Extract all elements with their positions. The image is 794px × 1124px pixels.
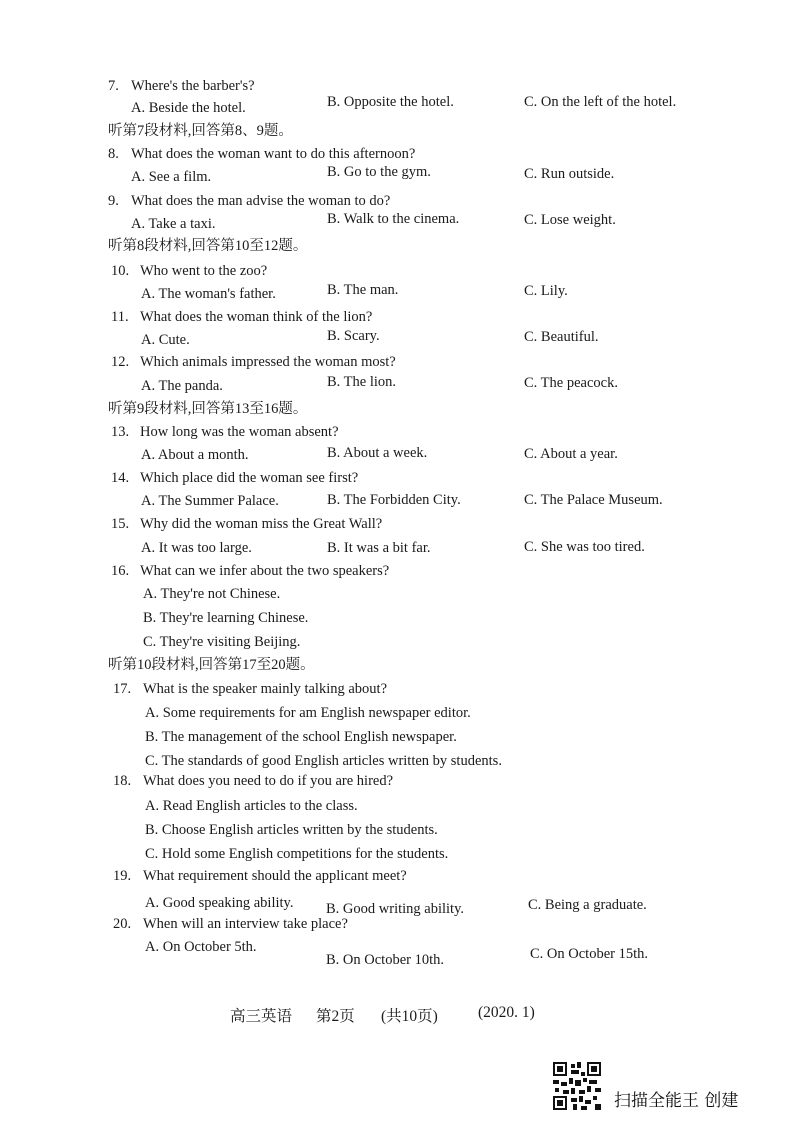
option-c: C. Lose weight.	[524, 212, 616, 228]
option-b: B. Walk to the cinema.	[327, 211, 460, 227]
section-heading-9: 听第9段材料,回答第13至16题。	[108, 401, 308, 417]
section-heading-7: 听第7段材料,回答第8、9题。	[108, 123, 293, 139]
option-c: C. About a year.	[524, 446, 618, 462]
option-c: C. On October 15th.	[530, 946, 648, 962]
footer-total: (共10页)	[381, 1008, 438, 1025]
option-a: A. See a film.	[131, 169, 212, 185]
option-a: A. Read English articles to the class.	[145, 798, 358, 814]
exam-page: 7. Where's the barber's? A. Beside the hotel. B. Opposite the hotel. C. On the left of the hotel. 听第7段材料,回答第8、9题。 8. What does the woman want to do this afternoon? A. See a film. B. Go to the gym. C. Run outside. 9. What does the man advise the woman to do? A. Take a taxi. B. Walk to the cinema. C. Lose weight. 听第8段材料,回答第10至12题。 10. Who went to the zoo? A. The woman's father. B. The man. C. Lily. 11. What does the woman think of the lion? A. Cute. B. Scary. C. Beautiful. 12. Which animals impressed the woman most? A. The panda. B. The lion. C. The peacock. 听第9段材料,回答第13至16题。 13. How long was the woman absent? A. About a month. B. About a week. C. About a year. 14. Which place did the woman see first? A. The Summer Palace. B. The Forbidden City. C. The Palace Museum. 15. Why did the woman miss the Great Wall? A. It was too large. B. It was a bit far. C. She was too tired. 16. What can we infer about the two speakers? A. They're not Chinese. B. They're learning Chinese. C. They're visiting Beijing. 听第10段材料,回答第17至20题。 17. What is the speaker mainly talking about? A. Some requirements for am English newspaper editor. B. The management of the school English newspaper. C. The standards of good English articles written by students. 18. What does you need to do if you are hired? A. Read English articles to the class. B. Choose English articles written by the students. C. Hold some English competitions for the students. 19. What requirement should the applicant meet? A. Good speaking ability. B. Good writing ability. C. Being a graduate. 20. When will an interview take place? A. On October 5th. B. On October 10th. C. On October 15th. 高三英语 第2页 (共10页) (2020. 1) 扫描全能王 创建	[108, 78, 739, 1111]
option-b: B. On October 10th.	[326, 952, 444, 968]
option-a: A. The panda.	[141, 378, 223, 394]
option-b: B. Scary.	[327, 328, 380, 344]
option-b: B. Good writing ability.	[326, 901, 465, 917]
option-c: C. Lily.	[524, 283, 568, 299]
option-c: C. Beautiful.	[524, 329, 599, 345]
option-c: C. Run outside.	[524, 166, 615, 182]
option-c: C. The Palace Museum.	[524, 492, 663, 508]
option-b: B. Choose English articles written by the students.	[145, 822, 438, 838]
option-b: B. The man.	[327, 282, 399, 298]
option-a: A. Cute.	[141, 332, 190, 348]
option-a: A. About a month.	[141, 447, 249, 463]
scanner-watermark: 扫描全能王 创建	[614, 1091, 739, 1111]
option-a: A. Beside the hotel.	[131, 100, 246, 116]
option-a: A. The woman's father.	[141, 286, 276, 302]
option-c: C. She was too tired.	[524, 539, 645, 555]
option-c: C. Being a graduate.	[528, 897, 647, 913]
option-c: C. The peacock.	[524, 375, 618, 391]
option-a: A. They're not Chinese.	[143, 586, 281, 602]
option-a: A. On October 5th.	[145, 939, 257, 955]
option-b: B. They're learning Chinese.	[143, 610, 309, 626]
option-a: A. The Summer Palace.	[141, 493, 279, 509]
option-c: C. Hold some English competitions for the students.	[145, 846, 449, 862]
footer-page: 第2页	[316, 1008, 355, 1025]
footer-subject: 高三英语	[230, 1008, 293, 1025]
option-b: B. It was a bit far.	[327, 540, 431, 556]
option-a: A. Good speaking ability.	[145, 895, 294, 911]
qr-code-icon	[553, 1062, 601, 1110]
footer-date: (2020. 1)	[478, 1004, 535, 1021]
option-c: C. The standards of good English articles written by students.	[145, 753, 502, 769]
option-a: A. Take a taxi.	[131, 216, 216, 232]
option-c: C. On the left of the hotel.	[524, 94, 677, 110]
option-b: B. The lion.	[327, 374, 397, 390]
section-heading-10: 听第10段材料,回答第17至20题。	[108, 657, 315, 673]
option-b: B. The Forbidden City.	[327, 492, 461, 508]
option-c: C. They're visiting Beijing.	[143, 634, 301, 650]
option-b: B. Go to the gym.	[327, 164, 431, 180]
option-a: A. Some requirements for am English newspaper editor.	[145, 705, 471, 721]
section-heading-8: 听第8段材料,回答第10至12题。	[108, 238, 308, 254]
option-b: B. The management of the school English newspaper.	[145, 729, 457, 745]
option-b: B. About a week.	[327, 445, 428, 461]
option-b: B. Opposite the hotel.	[327, 94, 454, 110]
option-a: A. It was too large.	[141, 540, 252, 556]
